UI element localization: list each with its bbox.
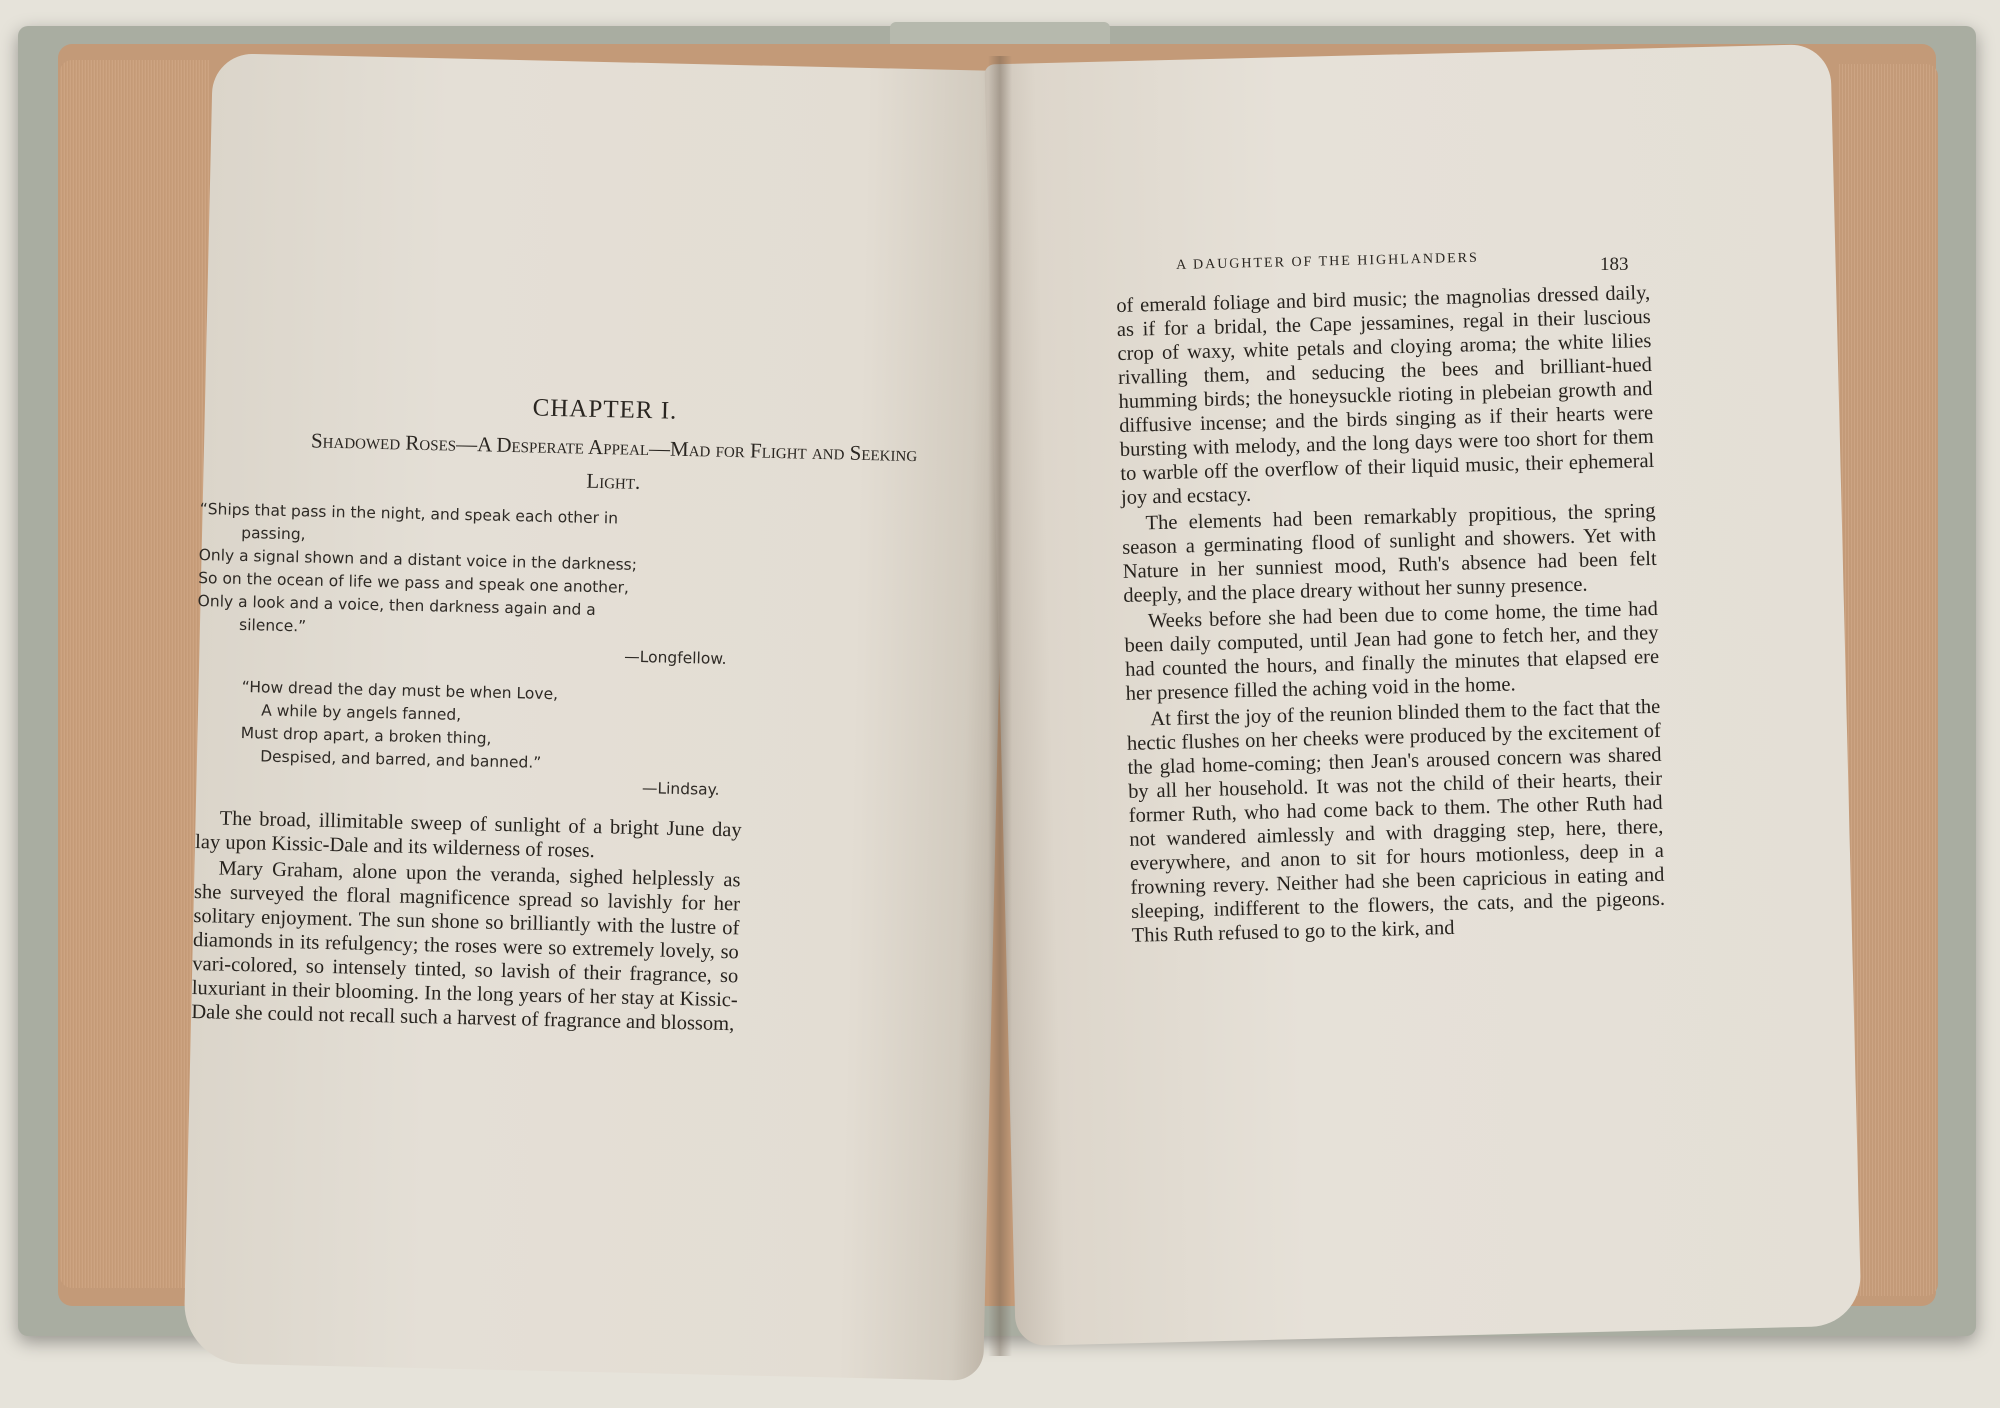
epigraph-line: Only a signal shown and a distant voice in the darkness; xyxy=(198,545,638,574)
paragraph: Weeks before she had been due to come home, the time had been daily computed, until Jean had gone to fetch her, and they had counted the hours, and finally the minutes that elapsed ere her presence filled the aching void in the home. xyxy=(1124,597,1660,705)
running-head: A DAUGHTER OF THE HIGHLANDERS xyxy=(1176,250,1480,273)
epigraph-line: Despised, and barred, and banned.” xyxy=(259,747,542,772)
epigraph-longfellow xyxy=(196,498,740,671)
page-number: 183 xyxy=(1600,254,1629,275)
epigraph-line: “How dread the day must be when Love, xyxy=(241,677,559,704)
left-page-body xyxy=(191,806,742,1036)
paragraph: Mary Graham, alone upon the veranda, sighed helplessly as she surveyed the floral magnificence spread so lavishly for her solitary enjoyment. The sun shone so brilliantly with the lustre of diamonds in its refulgency; the roses were so extremely lovely, so vari-colored, so intensely tinted, so lavish of their fragrance, so luxuriant in their blooming. In the long years of her stay at Kissic-Dale she could not recall such a harvest of fragrance and blossom, xyxy=(191,857,741,1036)
epigraph-line: A while by angels fanned, xyxy=(261,701,462,724)
epigraph-attribution: —Lindsay. xyxy=(641,779,720,799)
epigraph-line: passing, xyxy=(241,523,306,544)
epigraph-line: Only a look and a voice, then darkness again and a xyxy=(197,591,596,620)
left-page-edges xyxy=(60,60,210,1288)
epigraph-line: silence.” xyxy=(238,615,307,636)
chapter-subtitle: Shadowed Roses—A Desperate Appeal—Mad for Flight and Seeking Light. xyxy=(310,428,918,494)
paragraph: The elements had been remarkably propitious, the spring season a germinating flood of sunlight and showers. Yet with Nature in her sunniest mood, Ruth's absence had been felt deeply, and the place dreary without her sunny presence. xyxy=(1121,499,1657,607)
chapter-heading xyxy=(203,387,1005,507)
paragraph: The broad, illimitable sweep of sunlight of a bright June day lay upon Kissic-Dale and its wilderness of roses. xyxy=(194,807,742,863)
paragraph: At first the joy of the reunion blinded them to the fact that the hectic flushes on her cheeks were produced by the excitement of the glad home-coming; then Jean's aroused concern was shared by all her household. It was not the child of their hearts, their former Ruth, who had come back to them. The other Ruth had not wandered aimlessly and with dragging step, here, there, everywhere, and anon to sit for hours motionless, deep in a frowning revery. Neither had she been capricious in eating and sleeping, indifferent to the flowers, the cats, and the pigeons. This Ruth refused to go to the kirk, and xyxy=(1126,695,1666,947)
paragraph: of emerald foliage and bird music; the magnolias dressed daily, as if for a bridal, the Cape jessamines, regal in their luscious crop of waxy, white petals and cloying aroma; the white lilies rivalling them, and seducing the bees and brilliant-hued humming birds; the honeysuckle rioting in plebeian growth and diffusive incense; and the birds singing as if their hearts were bursting with melody, and the long days were too short for them to warble off the overflow of their liquid music, their ephemeral joy and ecstacy. xyxy=(1116,281,1655,509)
epigraph-line: Must drop apart, a broken thing, xyxy=(240,723,492,748)
epigraph-line: “Ships that pass in the night, and speak each other in xyxy=(199,499,619,528)
right-page-body xyxy=(1116,281,1666,948)
epigraph-line: So on the ocean of life we pass and speak one another, xyxy=(197,568,630,597)
chapter-title: CHAPTER I. xyxy=(532,394,678,425)
epigraph-lindsay xyxy=(239,676,731,802)
book-gutter xyxy=(988,56,1012,1356)
epigraph-attribution: —Longfellow. xyxy=(624,647,727,668)
